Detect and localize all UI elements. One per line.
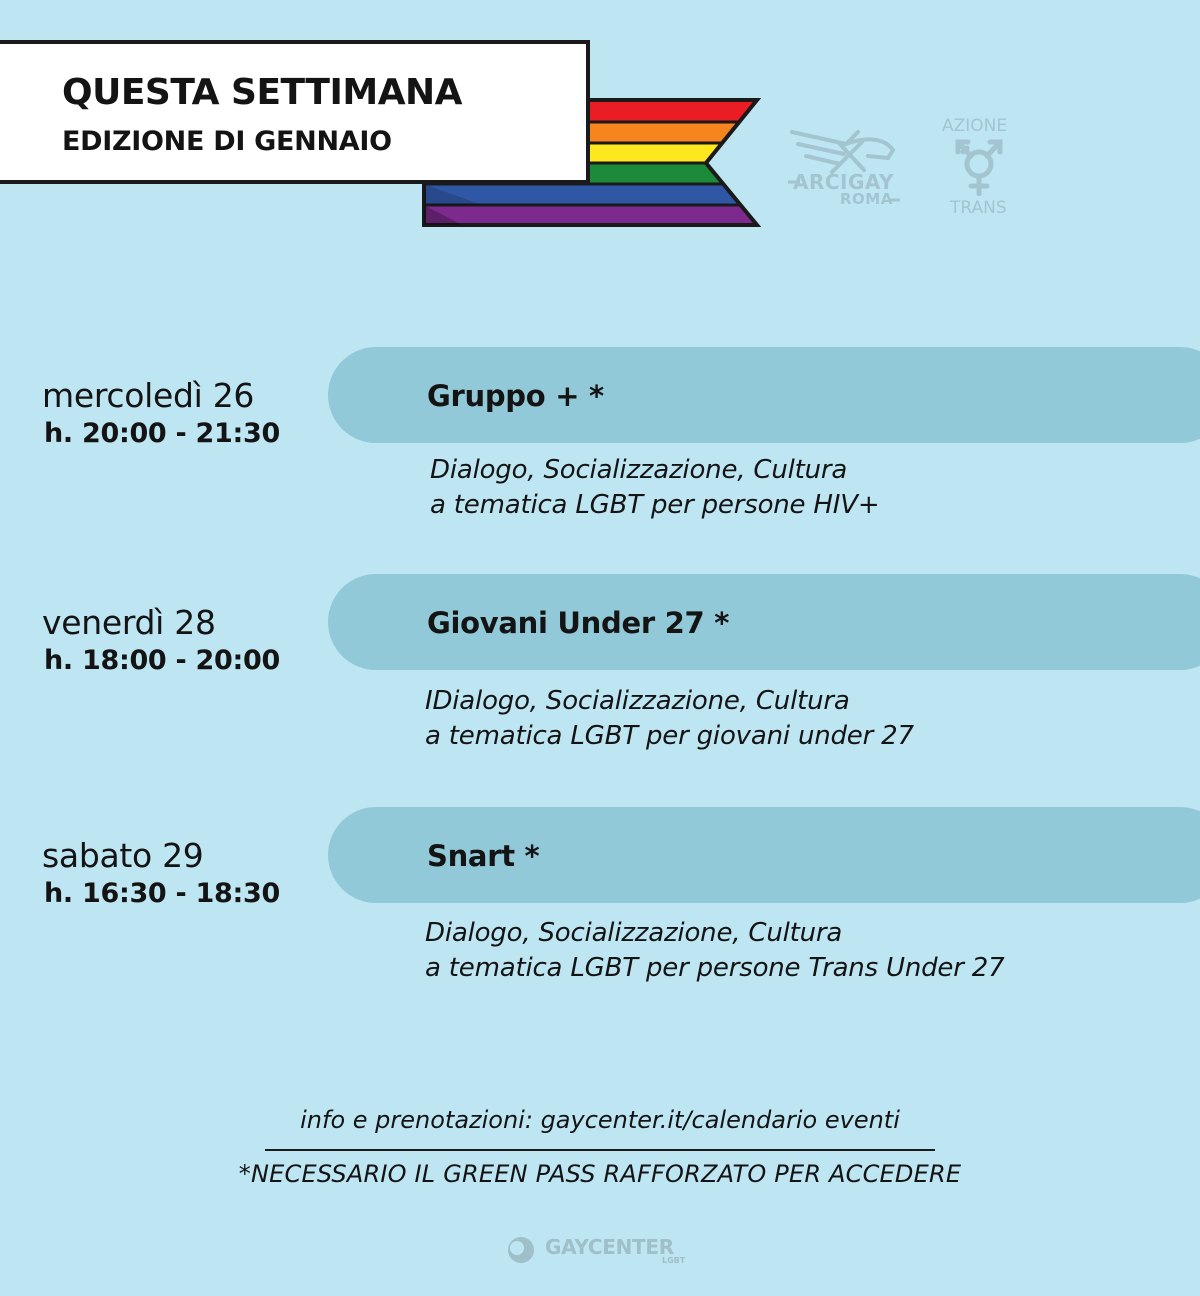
event-description [425, 916, 1004, 986]
green-pass-note: *NECESSARIO IL GREEN PASS RAFFORZATO PER ACCEDERE [238, 1160, 962, 1188]
event-description-line: Dialogo, Socializzazione, Cultura [425, 918, 843, 948]
flag-stripe-purple [422, 205, 757, 225]
event-time: h. 20:00 - 21:30 [44, 418, 280, 449]
event-day: sabato 29 [42, 836, 204, 875]
arcigay-logo-city: ROMA [840, 190, 893, 208]
event-description [425, 684, 914, 754]
transgender-symbol-icon [950, 136, 1008, 196]
event-time: h. 18:00 - 20:00 [44, 645, 280, 676]
gaycenter-brand-sub: LGBT [662, 1256, 686, 1265]
event-time: h. 16:30 - 18:30 [44, 878, 280, 909]
event-description-line: a tematica LGBT per persone HIV+ [430, 490, 880, 520]
page-subtitle: EDIZIONE DI GENNAIO [62, 126, 392, 157]
event-description-line: a tematica LGBT per giovani under 27 [425, 721, 914, 751]
event-description-line: a tematica LGBT per persone Trans Under 27 [425, 953, 1005, 983]
arcigay-logo-name: ARCIGAY [793, 170, 894, 194]
event-title: Gruppo + * [427, 379, 604, 413]
event-title: Giovani Under 27 * [427, 606, 730, 640]
info-underline [265, 1149, 935, 1151]
event-description-line: Dialogo, Socializzazione, Cultura [430, 455, 848, 485]
page-title: QUESTA SETTIMANA [62, 72, 463, 113]
event-day: venerdì 28 [42, 603, 216, 642]
gaycenter-brand: GAYCENTER [545, 1235, 674, 1259]
event-day: mercoledì 26 [42, 376, 255, 415]
azione-trans-logo-bottom: TRANS [950, 198, 1007, 218]
event-description [430, 453, 879, 523]
azione-trans-logo-top: AZIONE [942, 116, 1008, 136]
event-title: Snart * [427, 839, 540, 873]
gaycenter-logo-icon [507, 1236, 535, 1264]
info-link[interactable]: info e prenotazioni: gaycenter.it/calendario eventi [300, 1106, 900, 1134]
event-description-line: IDialogo, Socializzazione, Cultura [425, 686, 850, 716]
